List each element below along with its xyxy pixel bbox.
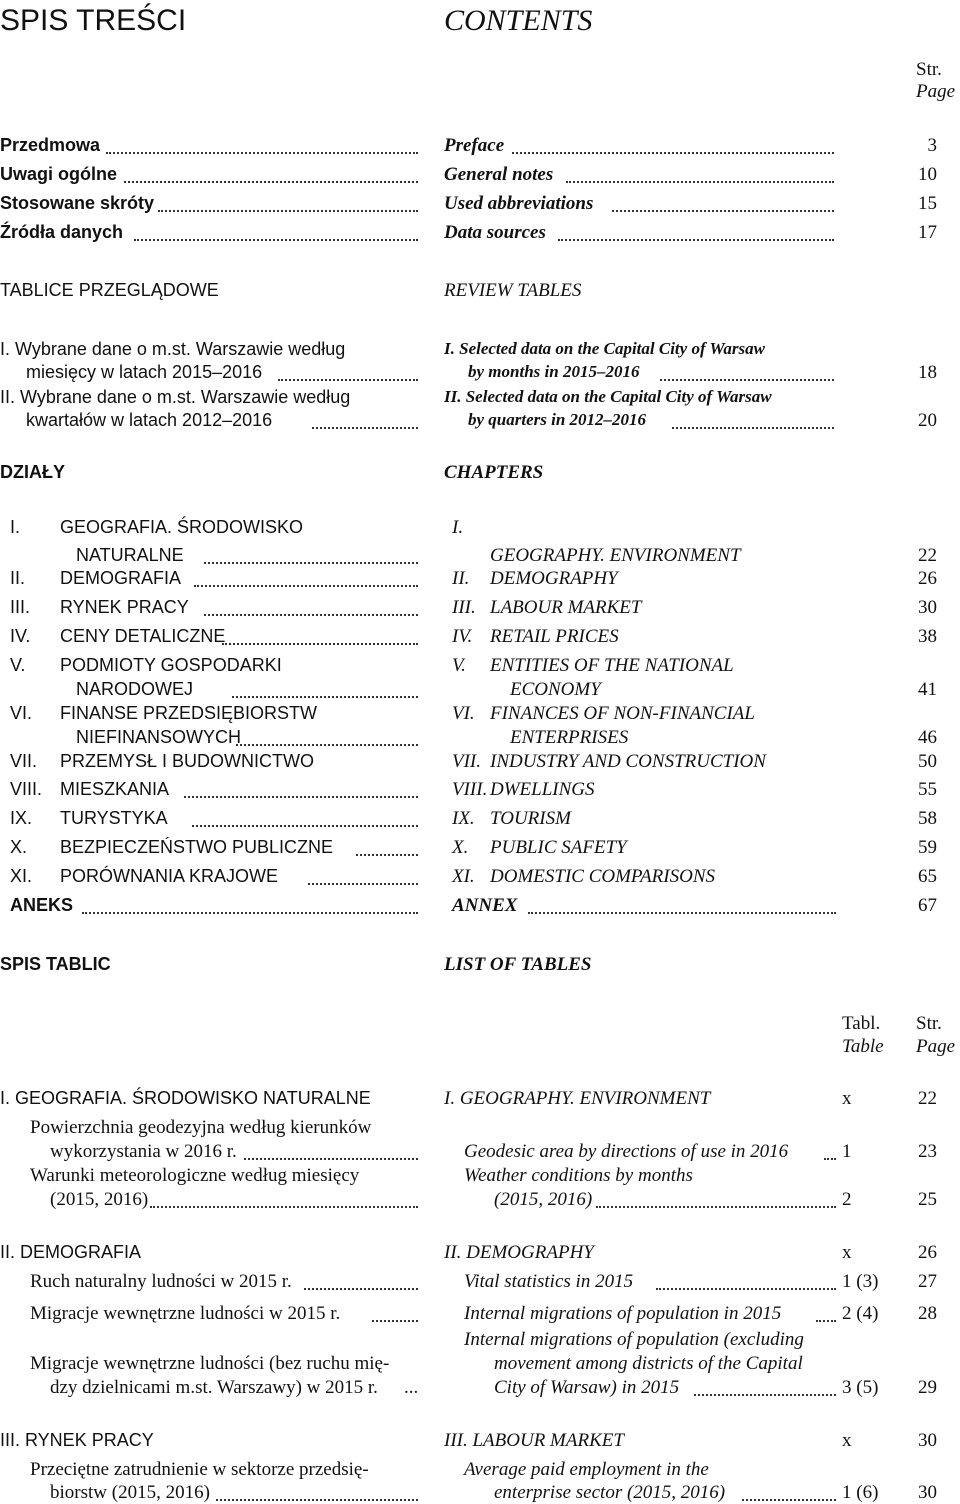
section-en: II. DEMOGRAPHY [444, 1242, 594, 1263]
chapter-title-en[interactable]: PUBLIC SAFETY [490, 837, 627, 858]
chapter-title-en[interactable]: DWELLINGS [490, 779, 595, 800]
section-pl: III. RYNEK PRACY [0, 1430, 154, 1450]
review-item-en[interactable]: by quarters in 2012–2016 [468, 410, 647, 429]
chapter-number: VII. [10, 751, 38, 771]
chapter-number: IX. [10, 808, 33, 828]
dot-leader [124, 179, 418, 183]
chapter-number: III. [10, 597, 31, 617]
dot-leader [694, 1392, 836, 1396]
chapter-number-en: II. [452, 568, 470, 589]
page-number: 59 [918, 837, 937, 858]
table-number: 3 (5) [842, 1377, 879, 1398]
chapter-title-en[interactable]: FINANCES OF NON-FINANCIAL [490, 703, 755, 724]
table-title-pl[interactable]: Migracje wewnętrzne ludności (bez ruchu mię- [30, 1353, 390, 1374]
en-title: CONTENTS [444, 4, 593, 37]
dot-leader [660, 377, 834, 381]
chapter-title-pl[interactable]: RYNEK PRACY [60, 597, 189, 617]
intro-en[interactable]: Used abbreviations [444, 193, 594, 214]
table-title-en[interactable]: Weather conditions by months [464, 1165, 693, 1186]
chapter-number-en: X. [452, 837, 469, 858]
chapter-title-en[interactable]: DOMESTIC COMPARISONS [490, 866, 716, 887]
tables-heading-pl: SPIS TABLIC [0, 954, 111, 974]
dot-leader [82, 910, 418, 914]
chapter-title-pl[interactable]: PODMIOTY GOSPODARKI [60, 655, 282, 675]
page-number: 50 [918, 751, 937, 772]
page-number: 22 [918, 1088, 937, 1109]
tables-heading-en: LIST OF TABLES [444, 954, 592, 975]
page-number: 30 [918, 1482, 937, 1503]
chapter-title-pl[interactable]: PORÓWNANIA KRAJOWE [60, 866, 279, 886]
table-number: x [842, 1088, 852, 1109]
dot-leader [192, 823, 418, 827]
chapter-title-pl[interactable]: BEZPIECZEŃSTWO PUBLICZNE [60, 837, 334, 857]
dot-leader [216, 1497, 418, 1501]
table-title-pl[interactable]: Przeciętne zatrudnienie w sektorze przedsię- [30, 1459, 369, 1480]
review-heading-pl: TABLICE PRZEGLĄDOWE [0, 280, 219, 300]
chapter-number: VI. [10, 703, 33, 723]
page-label: Page [916, 81, 956, 102]
table-number: 1 (3) [842, 1271, 879, 1292]
chapter-number-en: XI. [452, 866, 475, 887]
review-item-pl[interactable]: kwartałów w latach 2012–2016 [26, 410, 273, 430]
table-number: x [842, 1242, 852, 1263]
table-title-pl[interactable]: Warunki meteorologiczne według miesięcy [30, 1165, 360, 1186]
chapter-title-pl[interactable]: CENY DETALICZNE [60, 626, 226, 646]
table-title-en[interactable]: Internal migrations of population (excluding [464, 1329, 804, 1350]
chapter-title-pl[interactable]: FINANSE PRZEDSIĘBIORSTW [60, 703, 318, 723]
str-label: Str. [916, 59, 942, 80]
dot-leader [596, 1204, 836, 1208]
dot-leader [184, 794, 418, 798]
table-title-pl[interactable]: (2015, 2016) [50, 1189, 149, 1210]
page-number: 10 [918, 164, 937, 185]
chapter-title-en[interactable]: GEOGRAPHY. ENVIRONMENT [490, 545, 741, 566]
chapter-number-en: III. [452, 597, 476, 618]
dot-leader [150, 1204, 418, 1208]
dot-leader [194, 583, 418, 587]
table-title-pl[interactable]: Ruch naturalny ludności w 2015 r. [30, 1271, 292, 1292]
table-title-en[interactable]: Average paid employment in the [464, 1459, 709, 1480]
dot-leader [312, 425, 418, 429]
chapter-title-en[interactable]: RETAIL PRICES [490, 626, 619, 647]
chapter-number: XI. [10, 866, 33, 886]
table-number: 1 (6) [842, 1482, 879, 1503]
dot-leader [824, 1156, 836, 1160]
intro-pl[interactable]: Uwagi ogólne [0, 164, 117, 184]
intro-en[interactable]: Data sources [444, 222, 546, 243]
table-title-pl[interactable]: biorstw (2015, 2016) [50, 1482, 210, 1503]
col-tabl: Tabl. [842, 1013, 881, 1034]
table-title-pl[interactable]: Migracje wewnętrzne ludności w 2015 r. [30, 1303, 341, 1324]
chapter-title-en[interactable]: ECONOMY [510, 679, 601, 700]
chapter-title-pl[interactable]: NARODOWEJ [76, 679, 193, 699]
chapter-title-en[interactable]: LABOUR MARKET [490, 597, 642, 618]
table-title-en[interactable]: (2015, 2016) [494, 1189, 593, 1210]
page-number: 65 [918, 866, 937, 887]
col-page: Page [916, 1036, 956, 1057]
dot-leader [612, 208, 834, 212]
col-table: Table [842, 1036, 884, 1057]
page-number: 30 [918, 597, 937, 618]
dot-leader [566, 179, 834, 183]
chapter-number-en: IX. [452, 808, 475, 829]
page-number: 22 [918, 545, 937, 566]
dot-leader [816, 1318, 836, 1322]
page-number: 41 [918, 679, 937, 700]
dot-leader [204, 612, 418, 616]
table-title-en[interactable]: Geodesic area by directions of use in 2016 [464, 1141, 789, 1162]
chapter-number-en: V. [452, 655, 466, 676]
table-number: 1 [842, 1141, 852, 1162]
page-number: 25 [918, 1189, 937, 1210]
page-number: 58 [918, 808, 937, 829]
dot-leader [204, 560, 418, 564]
chapter-title-pl[interactable]: TURYSTYKA [60, 808, 168, 828]
table-title-en[interactable]: movement among districts of the Capital [494, 1353, 803, 1374]
dot-leader [236, 742, 418, 746]
dot-leader [222, 641, 418, 645]
dot-leader [672, 425, 834, 429]
dot-leader [656, 1286, 836, 1290]
dot-leader [558, 237, 834, 241]
annex-en[interactable]: ANNEX [452, 895, 518, 916]
dot-leader [528, 910, 836, 914]
table-title-en[interactable]: enterprise sector (2015, 2016) [494, 1482, 726, 1503]
page-number: 30 [918, 1430, 937, 1451]
chapters-heading-en: CHAPTERS [444, 462, 544, 483]
dot-leader [742, 1497, 836, 1501]
chapter-number-en: VI. [452, 703, 475, 724]
pl-title: SPIS TREŚCI [0, 4, 187, 37]
section-en: III. LABOUR MARKET [444, 1430, 624, 1451]
intro-en[interactable]: General notes [444, 164, 554, 185]
dot-leader [134, 237, 418, 241]
page-number: 38 [918, 626, 937, 647]
page-number: 67 [918, 895, 937, 916]
table-number: 2 (4) [842, 1303, 879, 1324]
review-item-en[interactable]: I. Selected data on the Capital City of Warsaw [444, 339, 765, 358]
review-item-pl[interactable]: miesięcy w latach 2015–2016 [26, 362, 263, 382]
chapter-title-pl[interactable]: NIEFINANSOWYCH [76, 727, 242, 747]
page-number: 3 [927, 135, 937, 156]
chapter-title-en[interactable]: ENTITIES OF THE NATIONAL [490, 655, 734, 676]
dot-leader [304, 1286, 418, 1290]
section-pl: II. DEMOGRAFIA [0, 1242, 142, 1262]
page-number: 55 [918, 779, 937, 800]
page-number: 29 [918, 1377, 937, 1398]
review-heading-en: REVIEW TABLES [444, 280, 582, 301]
table-title-en[interactable]: Internal migrations of population in 2015 [464, 1303, 782, 1324]
dot-leader [232, 694, 418, 698]
table-title-pl-tail: ... [404, 1377, 419, 1398]
chapter-title-pl[interactable]: DEMOGRAFIA [60, 568, 182, 588]
dot-leader [278, 377, 418, 381]
page-number: 20 [918, 410, 937, 431]
section-pl: I. GEOGRAFIA. ŚRODOWISKO NATURALNE [0, 1088, 371, 1108]
review-item-pl[interactable]: I. Wybrane dane o m.st. Warszawie według [0, 339, 346, 359]
chapter-title-en[interactable]: ENTERPRISES [510, 727, 629, 748]
chapter-title-pl[interactable]: MIESZKANIA [60, 779, 170, 799]
table-number: x [842, 1430, 852, 1451]
intro-pl[interactable]: Źródła danych [0, 222, 124, 242]
chapter-number: VIII. [10, 779, 43, 799]
page-number: 26 [918, 1242, 937, 1263]
chapter-title-pl[interactable]: GEOGRAFIA. ŚRODOWISKO [60, 517, 304, 537]
annex-pl[interactable]: ANEKS [10, 895, 74, 915]
intro-pl[interactable]: Stosowane skróty [0, 193, 155, 213]
dot-leader [158, 208, 418, 212]
review-item-en[interactable]: by months in 2015–2016 [468, 362, 640, 381]
chapter-number: V. [10, 655, 26, 675]
chapter-number-en: IV. [452, 626, 473, 647]
page-number: 15 [918, 193, 937, 214]
chapter-number: I. [10, 517, 21, 537]
page-number: 28 [918, 1303, 937, 1324]
table-title-pl[interactable]: dzy dzielnicami m.st. Warszawy) w 2015 r. [50, 1377, 378, 1398]
dot-leader [308, 881, 418, 885]
page-number: 27 [918, 1271, 937, 1292]
intro-pl[interactable]: Przedmowa [0, 135, 101, 155]
dot-leader [512, 150, 834, 154]
dot-leader [106, 150, 418, 154]
chapter-title-pl[interactable]: NATURALNE [76, 545, 184, 565]
review-item-en[interactable]: II. Selected data on the Capital City of Warsaw [444, 387, 772, 406]
table-title-en[interactable]: Vital statistics in 2015 [464, 1271, 634, 1292]
dot-leader [372, 1318, 418, 1322]
chapter-title-pl[interactable]: PRZEMYSŁ I BUDOWNICTWO [60, 751, 315, 771]
page-number: 26 [918, 568, 937, 589]
chapter-number: II. [10, 568, 26, 588]
intro-en[interactable]: Preface [444, 135, 505, 156]
chapter-number-en: VIII. [452, 779, 488, 800]
chapter-number-en: VII. [452, 751, 482, 772]
page-number: 23 [918, 1141, 937, 1162]
table-title-en[interactable]: City of Warsaw) in 2015 [494, 1377, 680, 1398]
table-number: 2 [842, 1189, 852, 1210]
table-title-pl[interactable]: Powierzchnia geodezyjna według kierunków [30, 1117, 372, 1138]
col-str: Str. [916, 1013, 942, 1034]
page-number: 46 [918, 727, 937, 748]
chapters-heading-pl: DZIAŁY [0, 462, 65, 482]
chapter-title-en[interactable]: INDUSTRY AND CONSTRUCTION [490, 751, 766, 772]
chapter-number: IV. [10, 626, 31, 646]
chapter-number: X. [10, 837, 28, 857]
table-title-pl[interactable]: wykorzystania w 2016 r. [50, 1141, 237, 1162]
page-number: 17 [918, 222, 937, 243]
dot-leader [244, 1156, 418, 1160]
chapter-title-en[interactable]: DEMOGRAPHY [490, 568, 618, 589]
chapter-title-en[interactable]: TOURISM [490, 808, 571, 829]
section-en: I. GEOGRAPHY. ENVIRONMENT [444, 1088, 711, 1109]
review-item-pl[interactable]: II. Wybrane dane o m.st. Warszawie według [0, 387, 351, 407]
chapter-number-en: I. [452, 517, 464, 538]
dot-leader [356, 852, 418, 856]
page-number: 18 [918, 362, 937, 383]
